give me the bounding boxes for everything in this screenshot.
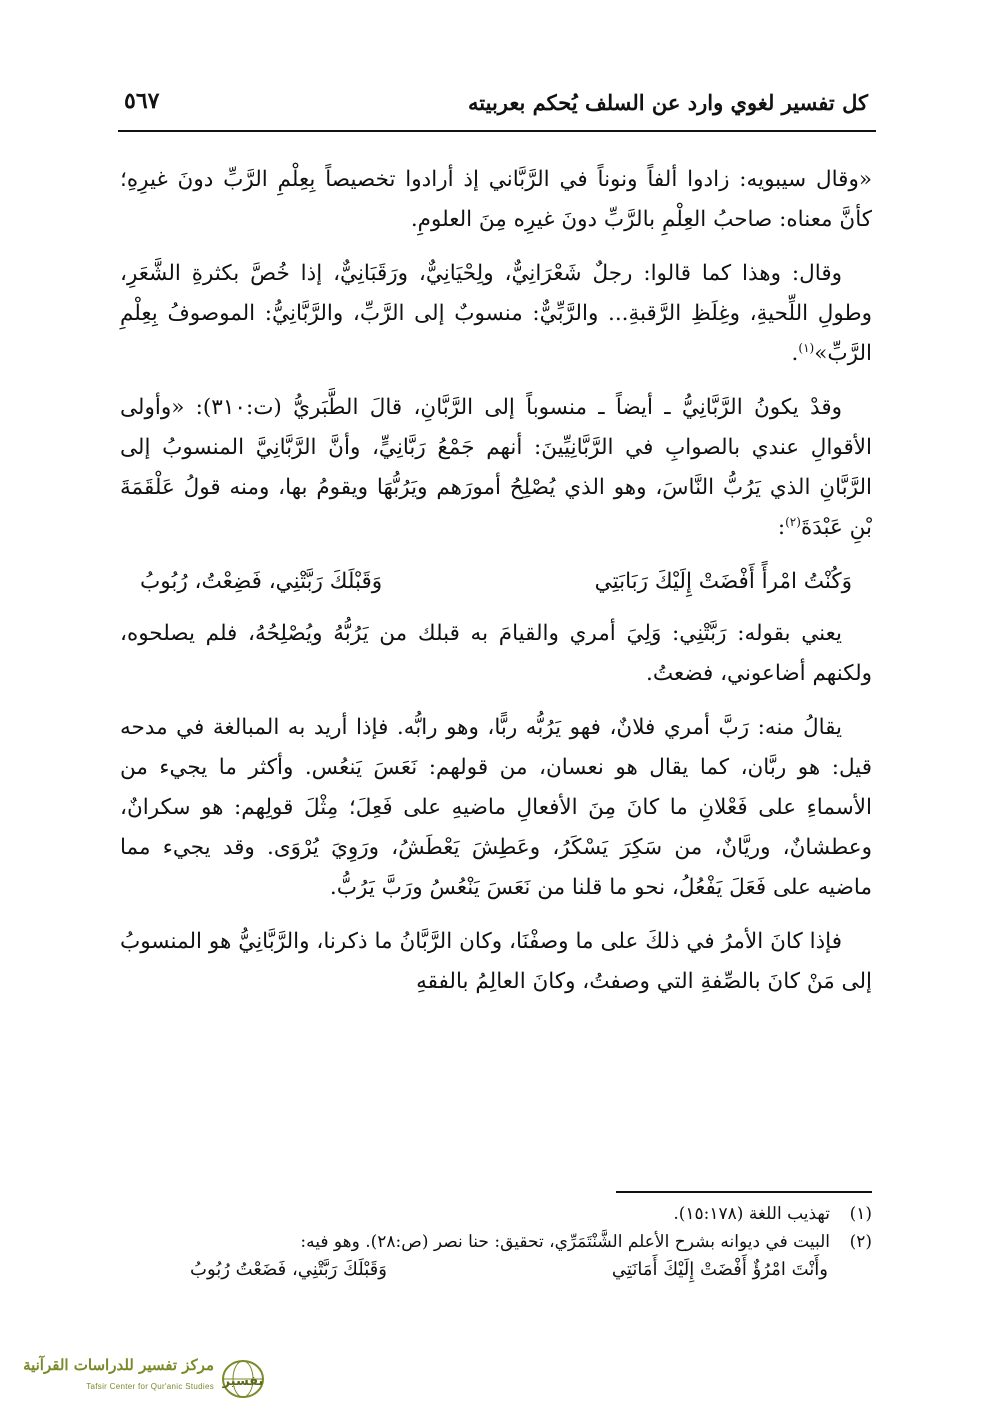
tafsir-center-logo — [8, 1352, 270, 1404]
footnote-text: تهذيب اللغة (١٥:١٧٨). — [673, 1204, 830, 1224]
paragraph-qala-text: وقال: وهذا كما قالوا: رجلٌ شَعْرَانِيٌّ، ولِحْيَانِيٌّ، ورَقَبَانِيٌّ، إذا خُصَّ بكثرةِ الشَّعَرِ، وطولِ اللِّحيةِ، وغِلَظِ الرَّقبةِ... والرَّبِّيٌّ: منسوبٌ إلى الرَّبِّ، والرَّبَّانِيُّ: الموصوفُ بِعِلْمِ الرَّبِّ» — [120, 261, 872, 366]
logo-subtitle: Tafsir Center for Qur'anic Studies — [86, 1382, 214, 1391]
chapter-title: كل تفسير لغوي وارد عن السلف يُحكم بعربيته — [468, 90, 868, 115]
footnote-ref-2[interactable]: (٢) — [785, 514, 801, 529]
footnotes — [130, 1200, 872, 1284]
logo-mark-text: تفسير — [222, 1374, 264, 1389]
paragraph-qala-end: . — [791, 341, 799, 366]
paragraph-verse-explanation: يعني بقوله: رَبَّتْنِي: وَلِيَ أمري والقيامَ به قبلك من يَرُبُّهُ ويُصْلِحُهُ، فلم يصلحوه، ولكنهم أضاعوني، فضعتُ. — [120, 621, 872, 686]
page-number: ٥٦٧ — [124, 88, 160, 114]
poetry-verse — [120, 562, 872, 602]
footnote-text: البيت في ديوانه بشرح الأعلم الشَّنْتَمَرِّي، تحقيق: حنا نصر (ص:٢٨). وهو فيه: — [300, 1232, 830, 1252]
logo-name: مركز تفسير للدراسات القرآنية — [23, 1356, 214, 1374]
footnote-item — [130, 1228, 872, 1256]
footnote-verse-second: وَقَبْلَكَ رَبَّتْنِي، فَضَعْتُ رُبُوبُ — [190, 1259, 387, 1280]
footnote-verse-first: وأَنْتَ امْرُؤٌ أَفْضَتْ إِلَيْكَ أَمَانَتِي — [611, 1259, 828, 1280]
footnote-verse — [130, 1256, 872, 1284]
paragraph-morphology: يقالُ منه: رَبَّ أمري فلانٌ، فهو يَرُبُّه ربًّا، وهو رابُّه. فإذا أريد به المبالغة في مدحه قيل: هو ربَّان، كما يقال هو نعسان، من قولهم: نَعَسَ يَنعُس. وأكثر ما يجيء من الأسماءِ على فَعْلانِ ما كانَ مِنَ الأفعالِ ماضيهِ على فَعِلَ؛ مِثْلَ قولِهم: هو سكرانٌ، وعطشانٌ، وريَّانٌ، من سَكِرَ يَسْكَرُ، وعَطِشَ يَعْطَشُ، ورَوِيَ يُرْوَى. وقد يجيء مما ماضيه على فَعَلَ يَفْعُلُ، نحو ما قلنا من نَعَسَ يَنْعُسُ ورَبَّ يَرُبُّ. — [120, 715, 872, 900]
paragraph-tabari-end: : — [777, 515, 786, 540]
paragraph-qala — [120, 254, 872, 374]
running-header — [118, 86, 876, 126]
paragraph-conclusion: فإذا كانَ الأمرُ في ذلكَ على ما وصفْنَا، وكان الرَّبَّانُ ما ذكرنا، والرَّبَّانِيُّ هو المنسوبُ إلى مَنْ كانَ بالصِّفةِ التي وصفتُ، وكانَ العالِمُ بالفقهِ — [120, 929, 872, 994]
footnote-divider — [616, 1191, 872, 1193]
paragraph-tabari-quote — [120, 388, 872, 548]
verse-second-hemistich: وَقَبْلَكَ رَبَّتْنِي، فَضِعْتُ، رُبُوبُ — [140, 569, 383, 594]
paragraph-sibawayh-quote: «وقال سيبويه: زادوا ألفاً ونوناً في الرَّبَّاني إذ أرادوا تخصيصاً بِعِلْمِ الرَّبِّ دونَ غيرِهِ؛ كأنَّ معناه: صاحبُ العِلْمِ بالرَّبِّ دونَ غيرِه مِنَ العلومِ. — [120, 167, 872, 232]
globe-logo-icon — [220, 1358, 266, 1400]
footnote-number: (٢) — [849, 1232, 872, 1252]
paragraph-tabari-text: وقدْ يكونُ الرَّبَّانِيُّ ـ أيضاً ـ منسوباً إلى الرَّبَّانِ، قالَ الطَّبَريُّ (ت:٣١٠): «وأولى الأقوالِ عندي بالصوابِ في الرَّبَّانِيِّينَ: أنهم جَمْعُ رَبَّانِيٍّ، وأنَّ الرَّبَّانِيَّ المنسوبُ إلى الرَّبَّانِ الذي يَرُبُّ النَّاسَ، وهو الذي يُصْلِحُ أمورَهم ويَرُبُّهَا ويقومُ بها، ومنه قولُ عَلْقَمَةَ بْنِ عَبْدَةَ — [120, 395, 872, 540]
footnote-item — [130, 1200, 872, 1228]
verse-first-hemistich: وَكُنْتُ امْرأً أَفْضَتْ إِلَيْكَ رَبَابَتِي — [594, 569, 852, 594]
header-divider — [118, 130, 876, 132]
main-text — [120, 160, 872, 1016]
footnote-ref-1[interactable]: (١) — [798, 340, 815, 355]
footnote-number: (١) — [849, 1204, 872, 1224]
